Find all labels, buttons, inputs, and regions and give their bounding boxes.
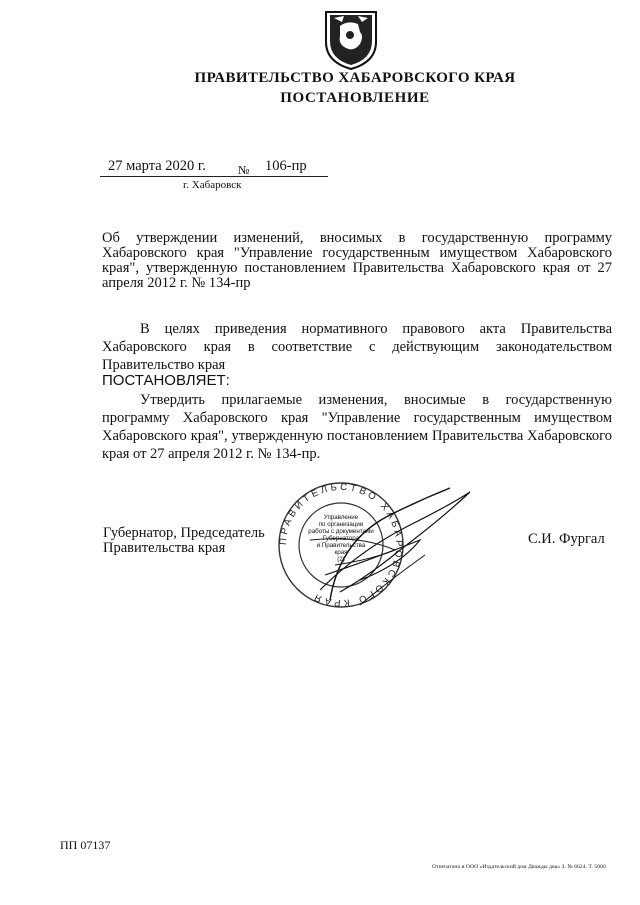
signatory-role-line1: Губернатор, Председатель <box>103 525 265 541</box>
seal-line: (2) <box>337 556 345 563</box>
seal-line: по организации <box>318 521 364 528</box>
seal-line: Губернатора <box>322 535 360 542</box>
seal-line: и Правительства <box>316 542 366 549</box>
document-date: 27 марта 2020 г. <box>108 158 206 174</box>
signatory-name: С.И. Фургал <box>528 531 605 547</box>
date-underline <box>100 176 328 177</box>
number-sign: № <box>238 163 250 177</box>
seal-ring-text: ПРАВИТЕЛЬСТВО ХАБАРОВСКОГО КРАЯ <box>277 481 405 609</box>
signatory-role <box>103 526 265 556</box>
document-type: ПОСТАНОВЛЕНИЕ <box>280 90 430 106</box>
decree-word: ПОСТАНОВЛЯЕТ: <box>102 372 230 389</box>
preamble: В целях приведения нормативного правового акта Правительства Хабаровского края в соответствие с действующим законодательством Правительство края <box>102 321 612 373</box>
government-title: ПРАВИТЕЛЬСТВО ХАБАРОВСКОГО КРАЯ <box>194 70 516 86</box>
printer-imprint: Отпечатано в ООО «Издательский дом Дважды два» З. № 6624. Т. 5000 <box>432 864 606 870</box>
seal-line: Управление <box>323 514 359 521</box>
signatory-role-line2: Правительства края <box>103 540 226 556</box>
document-subject: Об утверждении изменений, вносимых в государственную программу Хабаровского края "Управление государственным имуществом Хабаровского края", утвержденную постановлением Правительства Хабаровского края от 27 апреля 2012 г. № 134-пр <box>102 230 612 291</box>
handwritten-signature <box>300 480 475 620</box>
seal-line: работы с документами <box>308 528 374 535</box>
decree-item: Утвердить прилагаемые изменения, вносимые в государственную программу Хабаровского края "Управление государственным имуществом Хабаровского края", утвержденную постановлением Правительства Хабаровского края от 27 апреля 2012 г. № 134-пр. <box>102 392 612 462</box>
document-code: ПП 07137 <box>60 838 111 852</box>
seal-line: края <box>334 549 348 556</box>
document-number: 106-пр <box>265 158 307 174</box>
city: г. Хабаровск <box>183 179 242 191</box>
coat-of-arms-icon <box>320 6 382 72</box>
